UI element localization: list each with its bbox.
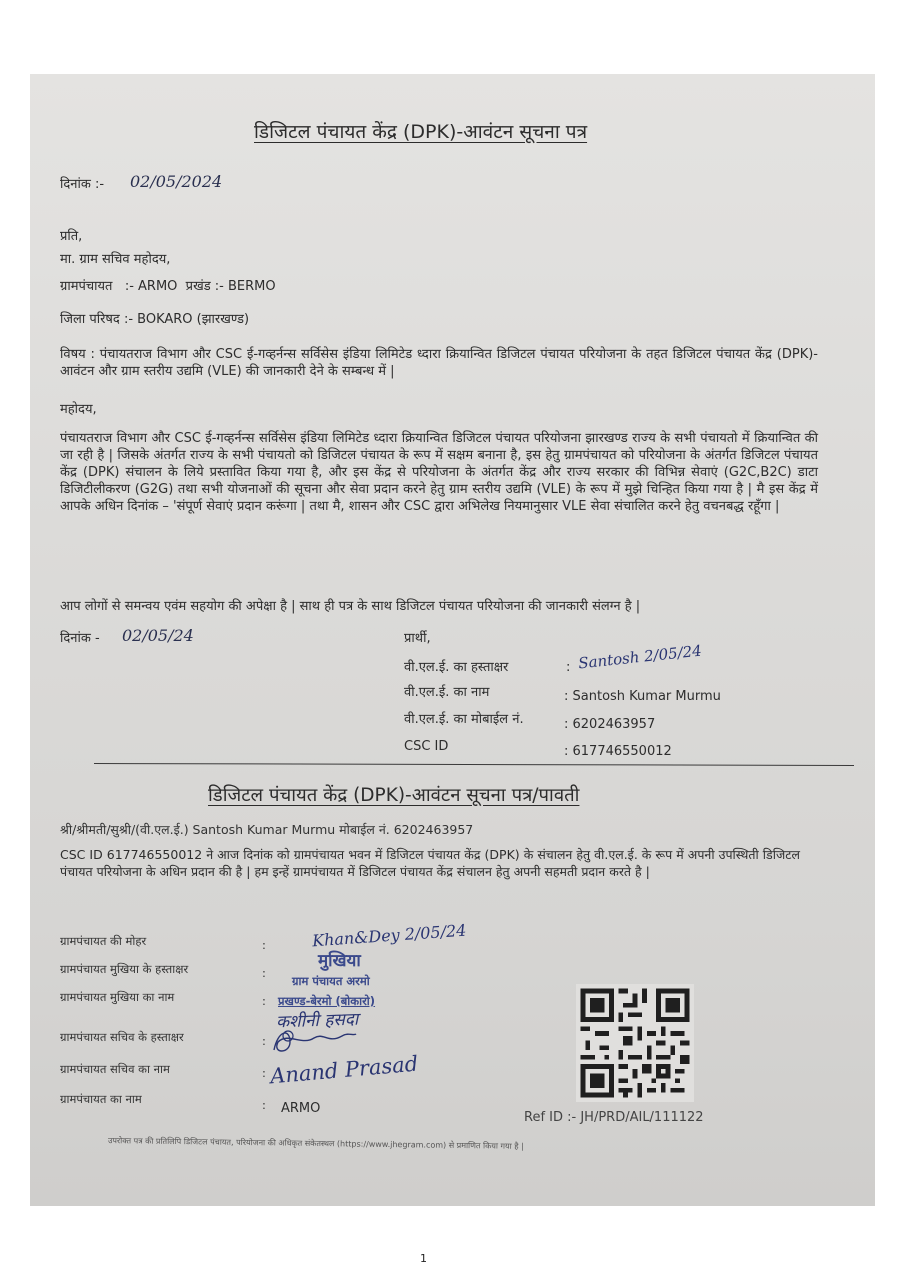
csc-id-label: CSC ID [404,739,449,754]
row-label-seal: ग्रामपंचायत की मोहर [60,934,147,948]
document-photo [30,74,875,1206]
page-number: 1 [420,1252,427,1265]
row-label-mukhiya-sign: ग्रामपंचायत मुखिया के हस्ताक्षर [60,962,189,976]
addressee: मा. ग्राम सचिव महोदय, [60,252,171,267]
row-label-gp-name: ग्रामपंचायत का नाम [60,1092,142,1106]
stamp-gram-panchayat: ग्राम पंचायत अरमो [292,974,370,988]
row-sep-secretary-sign: : [262,1034,266,1048]
vle-name-value: : Santosh Kumar Murmu [564,689,721,704]
vle-mobile-value: : 6202463957 [564,717,656,732]
to-label: प्रति, [60,229,83,244]
vle-sign-label: वी.एल.ई. का हस्ताक्षर [404,660,509,675]
stamp-title: मुखिया [318,951,361,971]
row-sep-mukhiya-name: : [262,994,266,1008]
receipt-name-line: श्री/श्रीमती/सुश्री/(वी.एल.ई.) Santosh Kumar Murmu मोबाईल नं. 6202463957 [60,822,474,837]
row-sep-secretary-name: : [262,1066,266,1080]
row-label-secretary-name: ग्रामपंचायत सचिव का नाम [60,1062,170,1076]
row-label-mukhiya-name: ग्रामपंचायत मुखिया का नाम [60,990,175,1004]
secretary-name-handwritten: Anand Prasad [269,1051,420,1089]
section-divider [94,763,854,766]
row-sep-mukhiya-sign: : [262,966,266,980]
gram-panchayat-line: ग्रामपंचायत :- ARMO प्रखंड :- BERMO [60,279,276,294]
date-value: 02/05/2024 [130,172,223,191]
mukhiya-signature: Khan&Dey 2/05/24 [311,920,467,951]
row-sep-gp-name: : [262,1098,266,1112]
vle-mobile-label: वी.एल.ई. का मोबाईल नं. [404,712,524,727]
date2-value: 02/05/24 [122,626,194,645]
date2-label: दिनांक - [60,631,100,646]
letter-body: पंचायतराज विभाग और CSC ई-गव्हर्नन्स सर्विसेस इंडिया लिमिटेड ध्दारा क्रियान्वित डिजिटल पंचायत परियोजना झारखण्ड राज्य के सभी पंचायतो में क्रियान्वित की जा रही है | जिसके अंतर्गत राज्य के सभी पंचायतो को डिजिटल पंचायत के रूप में सक्षम बनाना है, इस हेतु ग्रामपंचायत को परियोजना के अंतर्गत डिजिटल पंचायत केंद्र (DPK) संचालन के लिये प्रस्तावित किया गया है, और इस केंद्र से परियोजना के अंतर्गत केंद्र और राज्य सरकार की विभिन्न सेवाएं (G2C,B2C) डाटा डिजिटीलीकरण (G2G) तथा सभी योजनाओं की सूचना और सेवा प्रदान करने हेतु ग्राम स्तरीय उद्यमि (VLE) के रूप में मुझे चिन्हित किया गया है | मै इस केंद्र में आपके अधिन दिनांक – 'संपूर्ण सेवाएं प्रदान करूंगा | तथा मै, शासन और CSC द्वारा अभिलेख नियमानुसार VLE सेवा संचालित करने हेतु वचनबद्ध रहूँगा | [60,431,818,514]
ref-id: Ref ID :- JH/PRD/AIL/111122 [524,1110,704,1125]
secretary-signature-mark [268,1024,358,1060]
applicant-label: प्रार्थी, [404,631,431,646]
qr-code-icon [576,984,694,1102]
receipt-title: डिजिटल पंचायत केंद्र (DPK)-आवंटन सूचना पत्र/पावती [208,785,580,806]
gp-name-value: ARMO [281,1101,321,1116]
vle-signature: Santosh 2/05/24 [577,641,703,673]
salutation: महोदय, [60,402,97,417]
cooperation-line: आप लोगों से समन्वय एवंम सहयोग की अपेक्षा है | साथ ही पत्र के साथ डिजिटल पंचायत परियोजना की जानकारी संलग्न है | [60,599,641,614]
date-label: दिनांक :- [60,177,105,192]
stamp-block: प्रखण्ड-बेरमो (बोकारो) [278,994,376,1008]
row-label-secretary-sign: ग्रामपंचायत सचिव के हस्ताक्षर [60,1030,184,1044]
row-sep-seal: : [262,938,266,952]
csc-id-value: : 617746550012 [564,744,672,759]
page-title: डिजिटल पंचायत केंद्र (DPK)-आवंटन सूचना पत्र [254,121,588,143]
receipt-body: CSC ID 617746550012 ने आज दिनांक को ग्रामपंचायत भवन में डिजिटल पंचायत केंद्र (DPK) के संचालन हेतु वी.एल.ई. के रूप में अपनी उपस्थिती डिजिटल पंचायत परियोजना के अधिन प्रदान की है | हम इन्हें ग्रामपंचायत में डिजिटल पंचायत केंद्र संचालन हेतु अपनी सहमती प्रदान करते है | [60,847,800,879]
mukhiya-name-handwritten: कशीनी हसदा [275,1009,359,1033]
district-line: जिला परिषद :- BOKARO (झारखण्ड) [60,312,250,327]
vle-name-label: वी.एल.ई. का नाम [404,685,490,700]
vle-sign-sep: : [566,660,571,675]
subject: विषय : पंचायतराज विभाग और CSC ई-गव्हर्नन्स सर्विसेस इंडिया लिमिटेड ध्दारा क्रियान्वित डिजिटल पंचायत परियोजना के तहत डिजिटल पंचायत केंद्र (DPK)-आवंटन और ग्राम स्तरीय उद्यमि (VLE) की जानकारी देने के सम्बन्ध में | [60,347,818,379]
footer-note: उपरोक्त पत्र की प्रतिलिपि डिजिटल पंचायत, परियोजना की अधिकृत संकेतस्थल (https://www.jhegram.com) से प्रमाणित किया गया है | [107,1136,524,1151]
